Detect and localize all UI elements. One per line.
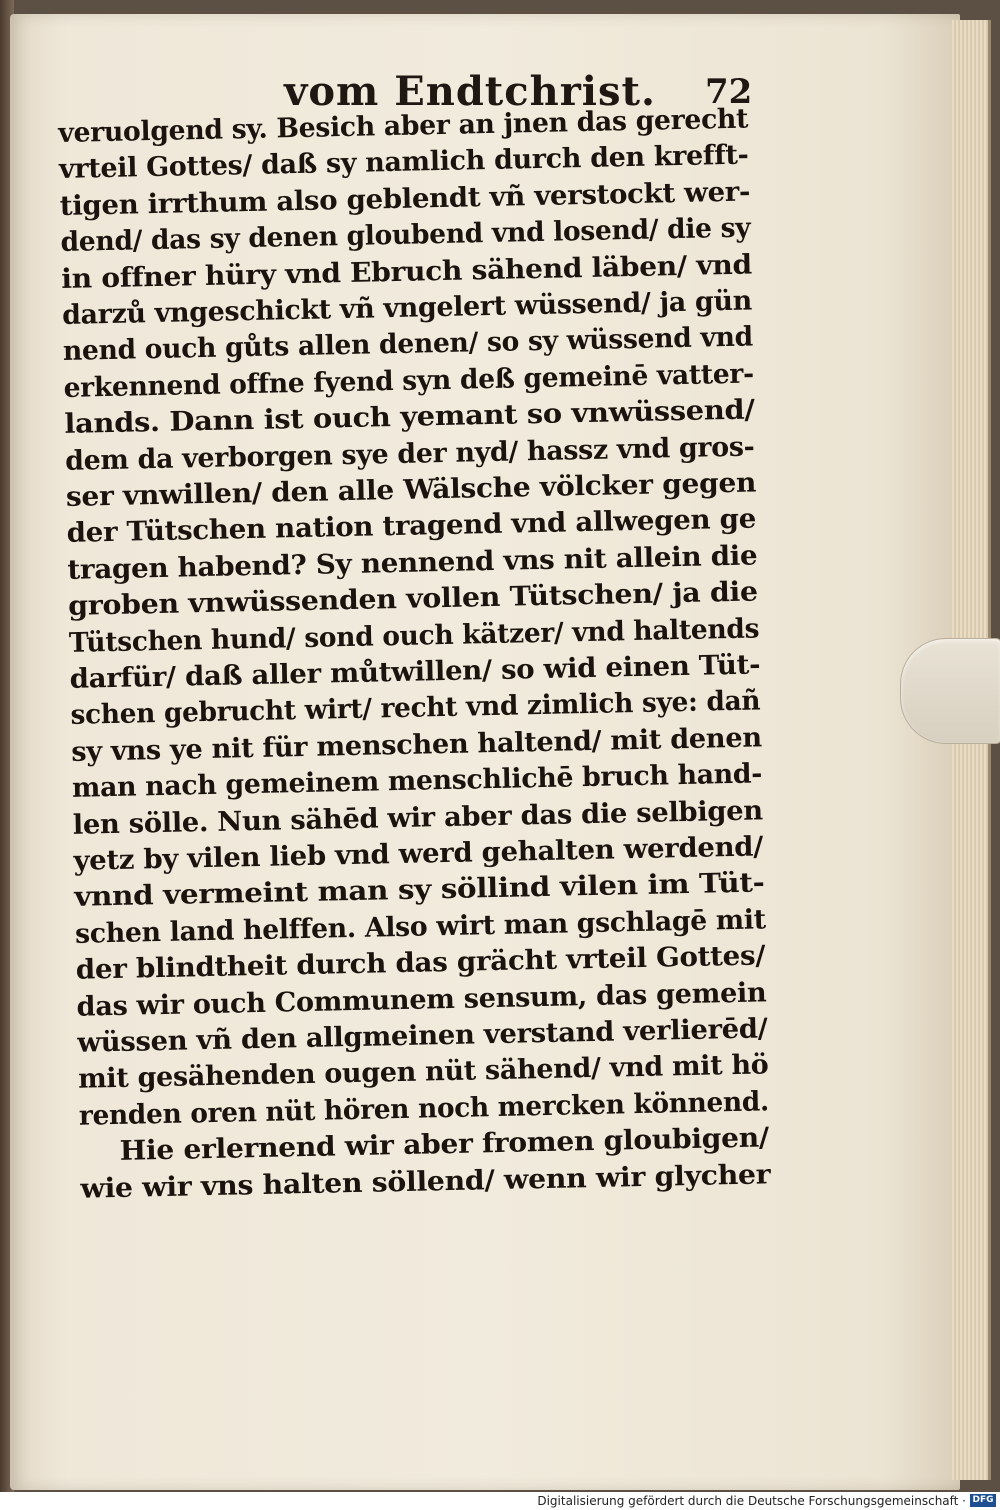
text-line: veruolgend sy. Besich aber an jnen das gerecht bbox=[58, 103, 749, 149]
funding-credit: Digitalisierung gefördert durch die Deutsche Forschungsgemeinschaft · bbox=[537, 1494, 966, 1508]
text-line: mit gesähenden ougen nüt sähend/ vnd mit hö bbox=[77, 1049, 769, 1096]
text-line: len sölle. Nun sähēd wir aber das die selbigen bbox=[72, 794, 764, 841]
text-line: ser vnwillen/ den alle Wälsche völcker gegen bbox=[65, 467, 757, 513]
text-line: darfür/ daß aller můtwillen/ so wid einen Tüt- bbox=[69, 649, 761, 695]
dfg-logo: DFG bbox=[970, 1494, 996, 1507]
text-line: wüssen vñ den allgmeinen verstand verlierēd/ bbox=[77, 1013, 768, 1059]
text-line: tigen irrthum also geblendt vñ verstockt wer- bbox=[59, 176, 751, 222]
text-line: der blindtheit durch das grächt vrteil Gottes/ bbox=[75, 940, 766, 986]
text-line: dem da verborgen sye der nyd/ hassz vnd gros- bbox=[64, 431, 755, 477]
text-line: groben vnwüssenden vollen Tütschen/ ja die bbox=[67, 576, 759, 623]
text-line: Hie erlernend wir aber fromen gloubigen/ bbox=[119, 1122, 770, 1168]
text-line: tragen habend? Sy nennend vns nit allein die bbox=[67, 540, 758, 586]
text-line: schen land helffen. Also wirt man gschlagē mit bbox=[74, 904, 766, 950]
text-line: sy vns ye nit für menschen haltend/ mit denen bbox=[70, 722, 763, 768]
text-line: darzů vngeschickt vñ vngelert wüssend/ ja gün bbox=[61, 285, 753, 331]
text-line: renden oren nüt hören noch mercken könnend. bbox=[78, 1086, 770, 1132]
text-line: der Tütschen nation tragend vnd allwegen ge bbox=[66, 503, 757, 550]
page-edges bbox=[952, 20, 991, 1480]
text-line: man nach gemeinem menschlichē bruch hand- bbox=[71, 758, 763, 805]
text-line: vnnd vermeint man sy söllind vilen im Tüt- bbox=[74, 867, 765, 914]
running-title: vom Endtchrist. bbox=[284, 68, 656, 115]
text-line: Tütschen hund/ sond ouch kätzer/ vnd haltends bbox=[68, 613, 760, 659]
text-line: das wir ouch Communem sensum, das gemein bbox=[76, 976, 767, 1023]
page-clip-tab bbox=[900, 638, 1000, 744]
text-line: vrteil Gottes/ daß sy namlich durch den krefft- bbox=[58, 139, 749, 186]
text-line: dend/ das sy denen gloubend vnd losend/ die sy bbox=[60, 212, 751, 259]
text-line: wie wir vns halten söllend/ wenn wir glycher bbox=[80, 1158, 771, 1205]
text-line: in offner hüry vnd Ebruch sähend läben/ vnd bbox=[61, 249, 753, 295]
footer-bar bbox=[0, 1492, 1000, 1510]
text-line: nend ouch gůts allen denen/ so sy wüssend vnd bbox=[62, 321, 754, 368]
text-line: schen gebrucht wirt/ recht vnd zimlich sye: dañ bbox=[70, 685, 761, 732]
text-line: lands. Dann ist ouch yemant so vnwüssend/ bbox=[64, 394, 755, 441]
text-line: yetz by vilen lieb vnd werd gehalten werdend/ bbox=[73, 831, 764, 877]
page-number: 72 bbox=[705, 72, 753, 112]
text-line: erkennend offne fyend syn deß gemeinē vatter- bbox=[63, 358, 755, 404]
